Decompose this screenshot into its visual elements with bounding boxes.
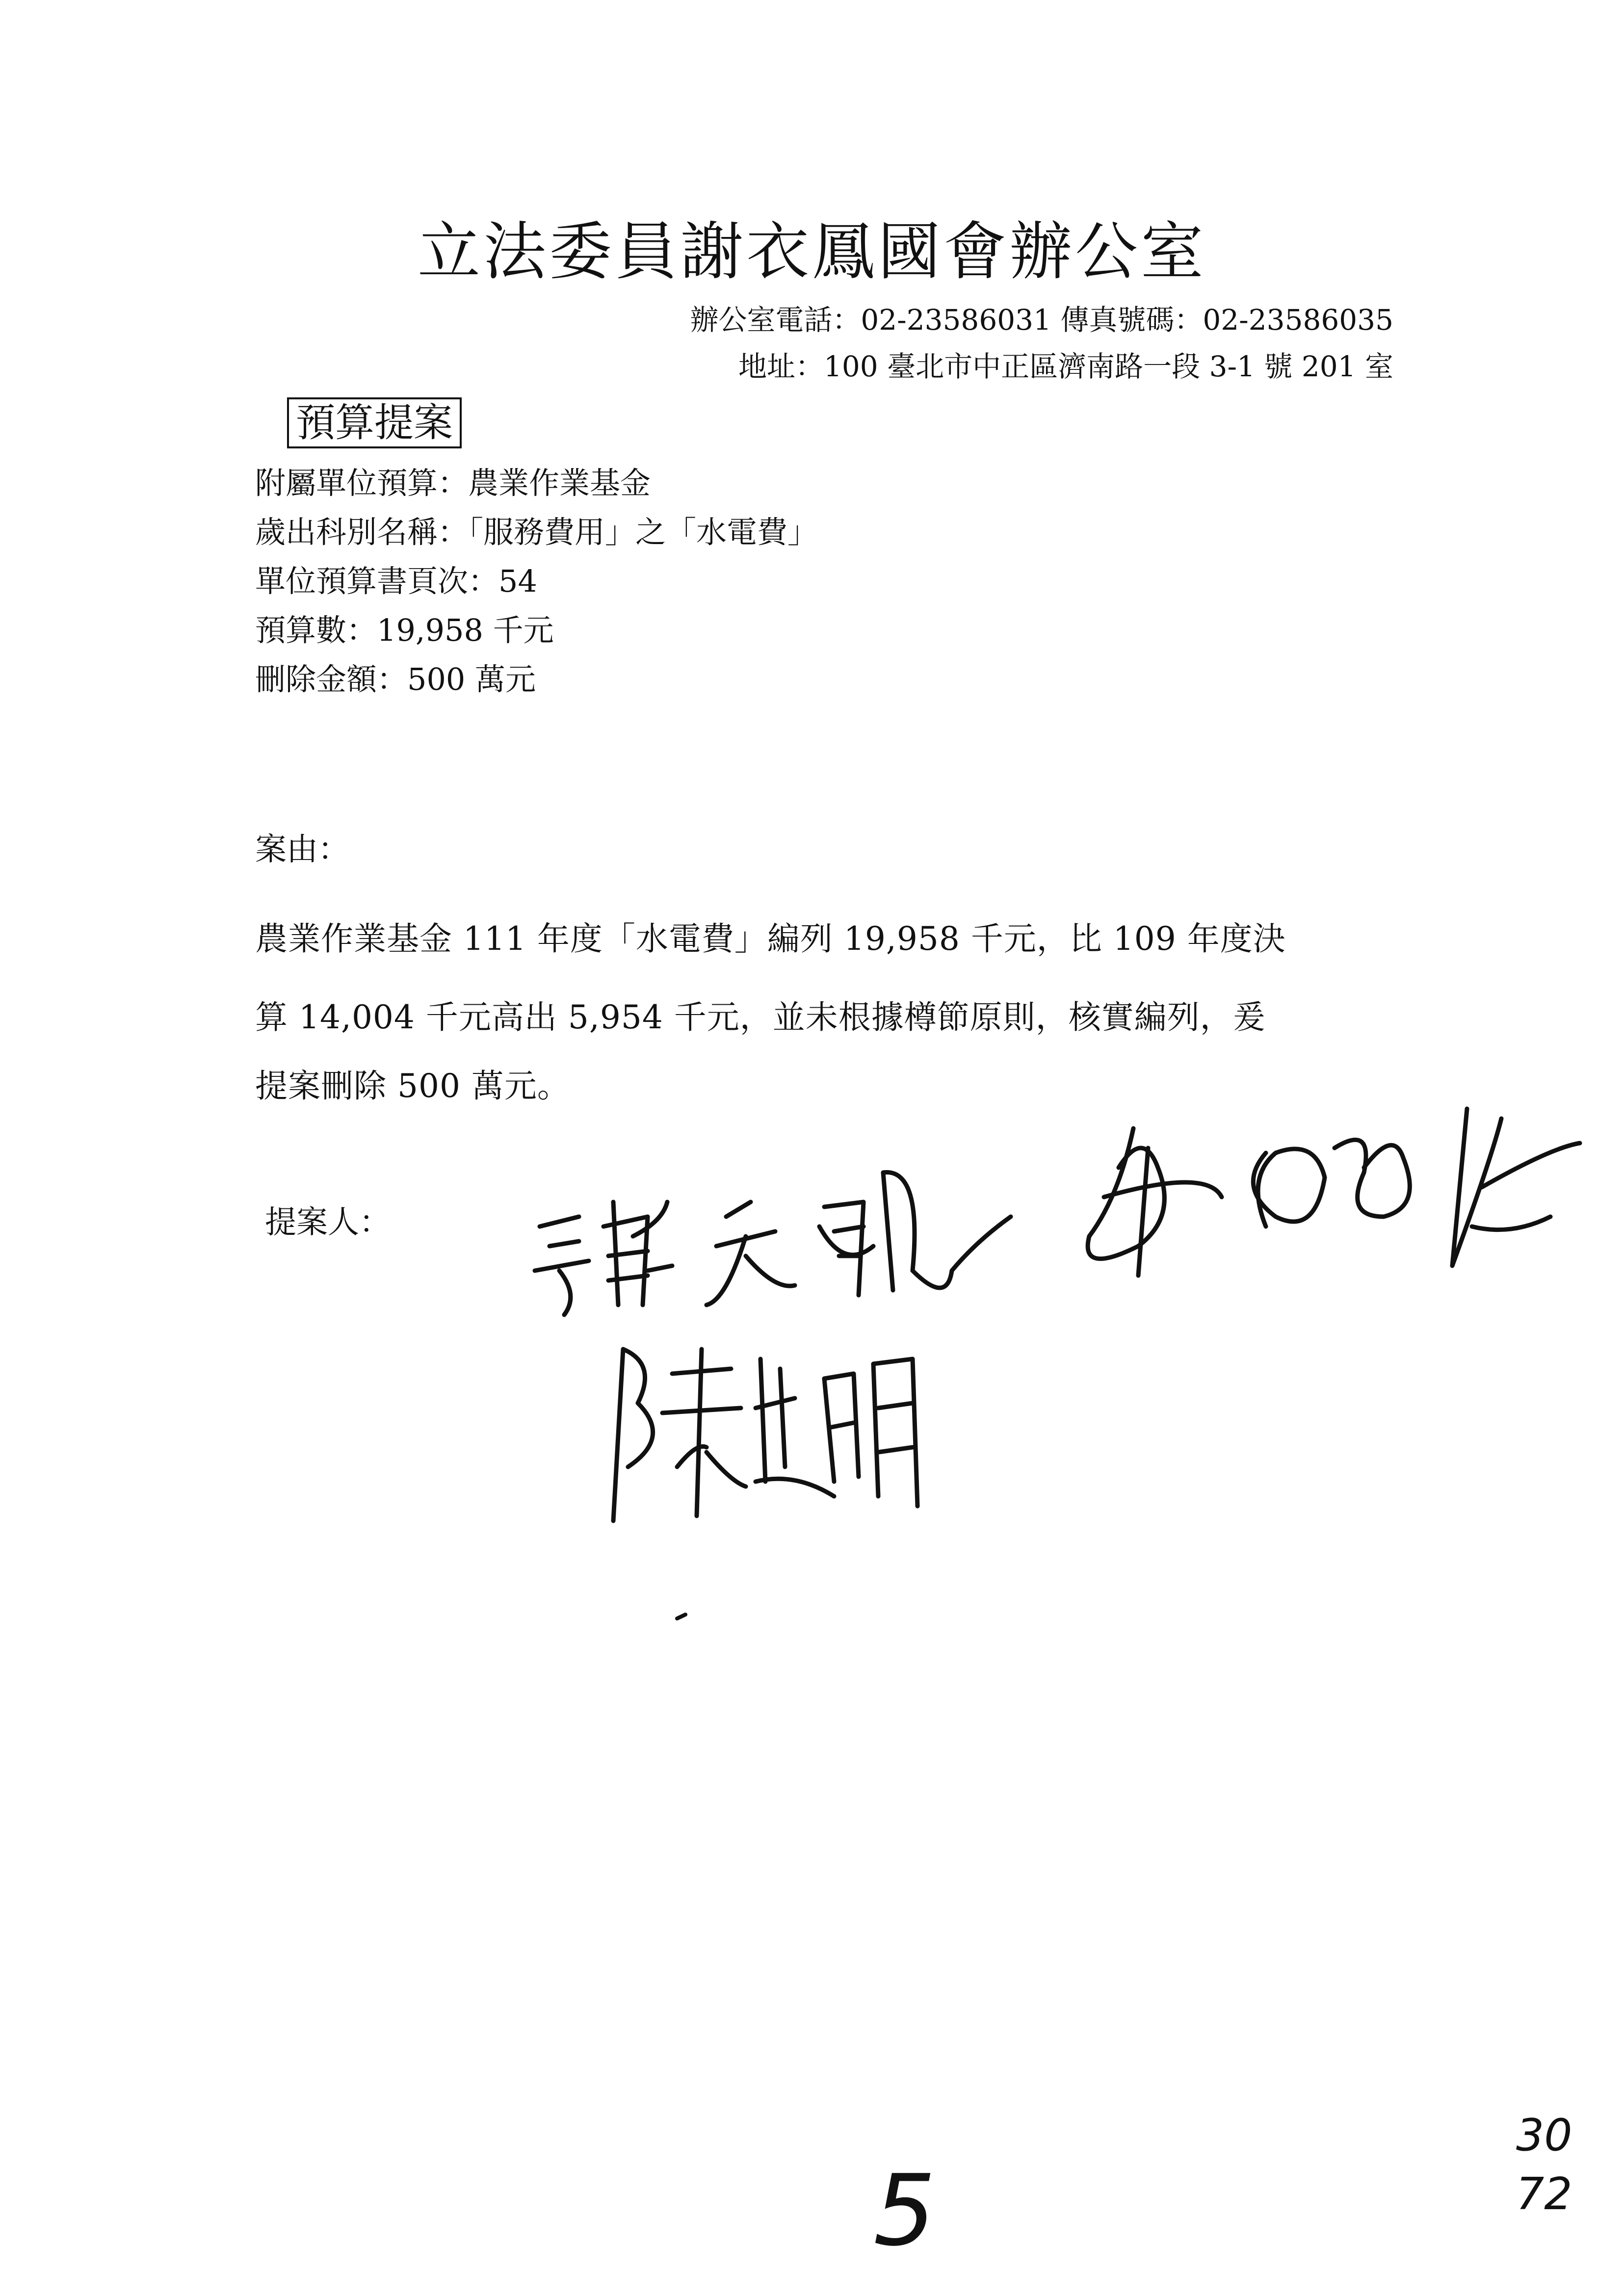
stray-mark xyxy=(675,1612,689,1621)
reason-label: 案由： xyxy=(255,832,349,868)
field-expense-category: 歲出科別名稱：「服務費用」之「水電費」 xyxy=(255,514,818,550)
reason-line-2: 算 14,004 千元高出 5,954 千元，並未根據樽節原則，核實編列，爰 xyxy=(255,998,1266,1036)
page-title: 立法委員謝衣鳳國會辦公室 xyxy=(417,215,1206,288)
field-page-number: 單位預算書頁次：54 xyxy=(255,563,537,599)
page-number: 5 xyxy=(873,2154,936,2268)
signature-1 xyxy=(520,1143,1040,1330)
office-contact: 辦公室電話：02-23586031 傳真號碼：02-23586035 xyxy=(690,303,1393,337)
proposer-label: 提案人： xyxy=(265,1204,391,1241)
reason-line-3: 提案刪除 500 萬元。 xyxy=(255,1067,570,1105)
field-affiliated-budget: 附屬單位預算：農業作業基金 xyxy=(255,465,651,501)
signature-2 xyxy=(1060,1070,1609,1325)
reason-line-1: 農業作業基金 111 年度「水電費」編列 19,958 千元，比 109 年度決 xyxy=(255,920,1286,958)
field-budget-amount: 預算數：19,958 千元 xyxy=(255,612,554,648)
field-deduction-amount: 刪除金額：500 萬元 xyxy=(255,661,536,697)
office-address: 地址：100 臺北市中正區濟南路一段 3-1 號 201 室 xyxy=(738,350,1393,383)
corner-note-top: 30 xyxy=(1516,2110,1572,2161)
corner-note-bottom: 72 xyxy=(1516,2168,1572,2220)
budget-proposal-tag: 預算提案 xyxy=(287,397,462,448)
signature-3 xyxy=(579,1320,952,1536)
